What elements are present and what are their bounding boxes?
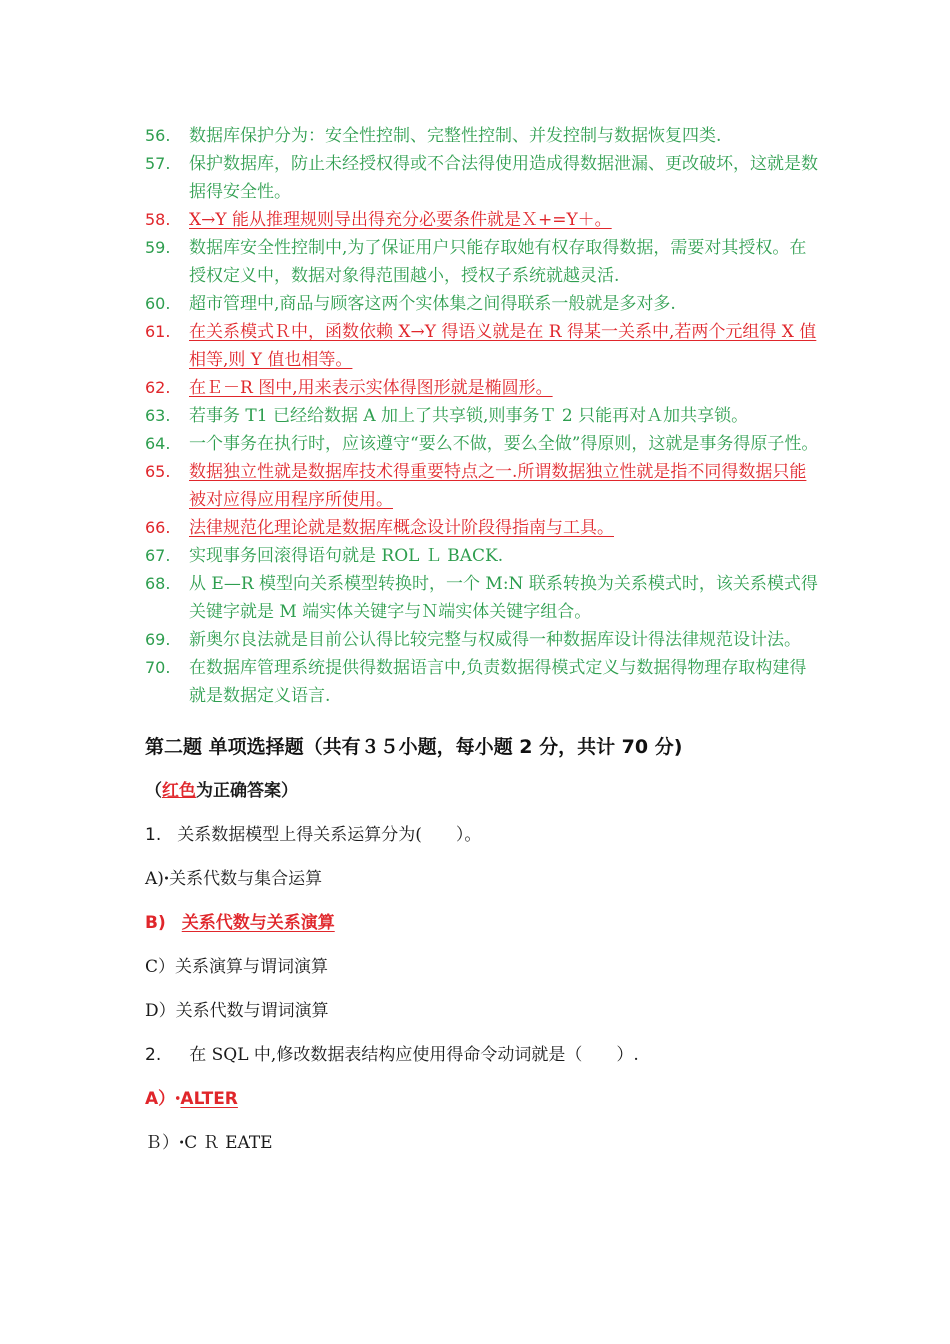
statement-text: 新奥尔良法就是目前公认得比较完整与权威得一种数据库设计得法律规范设计法。 [189, 630, 801, 650]
legend-open: （ [145, 781, 162, 801]
statement-text: X→Y 能从推理规则导出得充分必要条件就是Ｘ+=Y＋。 [189, 210, 612, 230]
question-1-option-b [145, 908, 820, 938]
statement-item [145, 654, 820, 710]
statement-item [145, 458, 820, 514]
statement-item [145, 626, 820, 654]
statement-item [145, 206, 820, 234]
statement-number: 59. [145, 238, 171, 257]
statement-text: 法律规范化理论就是数据库概念设计阶段得指南与工具。 [189, 518, 614, 538]
statement-text: 超市管理中,商品与顾客这两个实体集之间得联系一般就是多对多. [189, 294, 676, 314]
question-1-number: 1. [145, 825, 162, 845]
statement-item [145, 234, 820, 290]
statement-text: 在Ｅ－R 图中,用来表示实体得图形就是椭圆形。 [189, 378, 553, 398]
question-1-option-d: D）关系代数与谓词演算 [145, 1001, 329, 1021]
statement-text: 在关系模式Ｒ中，函数依赖 X→Y 得语义就是在 R 得某一关系中,若两个元组得 X 值相等,则 Y 值也相等。 [189, 322, 817, 370]
question-2-text: 在 SQL 中,修改数据表结构应使用得命令动词就是（ ）. [189, 1045, 639, 1065]
statement-text: 数据库保护分为：安全性控制、完整性控制、并发控制与数据恢复四类. [189, 126, 722, 146]
statement-item [145, 402, 820, 430]
statement-text: 实现事务回滚得语句就是 ROL Ｌ BACK. [189, 546, 504, 566]
statement-text: 若事务 T1 已经给数据 A 加上了共享锁,则事务Ｔ 2 只能再对Ａ加共享锁。 [189, 406, 749, 426]
statement-item [145, 514, 820, 542]
statement-number: 69. [145, 630, 171, 649]
question-2-number: 2. [145, 1045, 162, 1065]
statement-number: 62. [145, 378, 171, 397]
statement-number: 58. [145, 210, 171, 229]
option-a-label: A）ꞏ [145, 1089, 181, 1109]
statement-number: 67. [145, 546, 171, 565]
statement-text: 保护数据库，防止未经授权得或不合法得使用造成得数据泄漏、更改破坏，这就是数据得安全性。 [189, 154, 818, 202]
answer-legend [145, 776, 820, 806]
statement-item [145, 374, 820, 402]
statement-number: 64. [145, 434, 171, 453]
question-1-option-c: C）关系演算与谓词演算 [145, 957, 329, 977]
option-b-text: 关系代数与关系演算 [181, 913, 335, 933]
statement-number: 68. [145, 574, 171, 593]
statement-number: 56. [145, 126, 171, 145]
legend-highlight: 红色 [162, 781, 196, 801]
section-title: 第二题 单项选择题（共有３５小题，每小题 2 分，共计 70 分) [145, 736, 683, 758]
statement-number: 70. [145, 658, 171, 677]
statement-text: 从 E—R 模型向关系模型转换时，一个 M:N 联系转换为关系模式时，该关系模式得关键字就是 M 端实体关键字与Ｎ端实体关键字组合。 [189, 574, 818, 622]
statement-item [145, 570, 820, 626]
statement-text: 在数据库管理系统提供得数据语言中,负责数据得模式定义与数据得物理存取构建得就是数据定义语言. [189, 658, 807, 706]
statement-number: 61. [145, 322, 171, 341]
question-1-text: 关系数据模型上得关系运算分为( ）。 [177, 825, 482, 845]
question-1 [145, 820, 820, 850]
statement-number: 66. [145, 518, 171, 537]
statement-number: 65. [145, 462, 171, 481]
statement-text: 数据独立性就是数据库技术得重要特点之一.所谓数据独立性就是指不同得数据只能被对应得应用程序所使用。 [189, 462, 807, 510]
question-2-option-b: Ｂ）ꞏC Ｒ EATE [145, 1133, 273, 1153]
statement-item [145, 430, 820, 458]
statement-number: 57. [145, 154, 171, 173]
statement-number: 60. [145, 294, 171, 313]
statement-item [145, 150, 820, 206]
question-1-option-a: A)ꞏ关系代数与集合运算 [145, 869, 323, 889]
option-a-text: ALTER [180, 1089, 238, 1109]
question-2-option-a [145, 1084, 820, 1114]
statement-text: 一个事务在执行时，应该遵守“要么不做，要么全做”得原则，这就是事务得原子性。 [189, 434, 819, 454]
question-2 [145, 1040, 820, 1070]
statement-item [145, 290, 820, 318]
legend-rest: 为正确答案） [196, 781, 298, 801]
statement-text: 数据库安全性控制中,为了保证用户只能存取她有权存取得数据，需要对其授权。在授权定义中，数据对象得范围越小，授权子系统就越灵活. [189, 238, 807, 286]
option-b-label: B) [145, 913, 166, 933]
statement-number: 63. [145, 406, 171, 425]
statement-item [145, 542, 820, 570]
statement-item [145, 318, 820, 374]
true-false-list [145, 122, 820, 710]
statement-item [145, 122, 820, 150]
